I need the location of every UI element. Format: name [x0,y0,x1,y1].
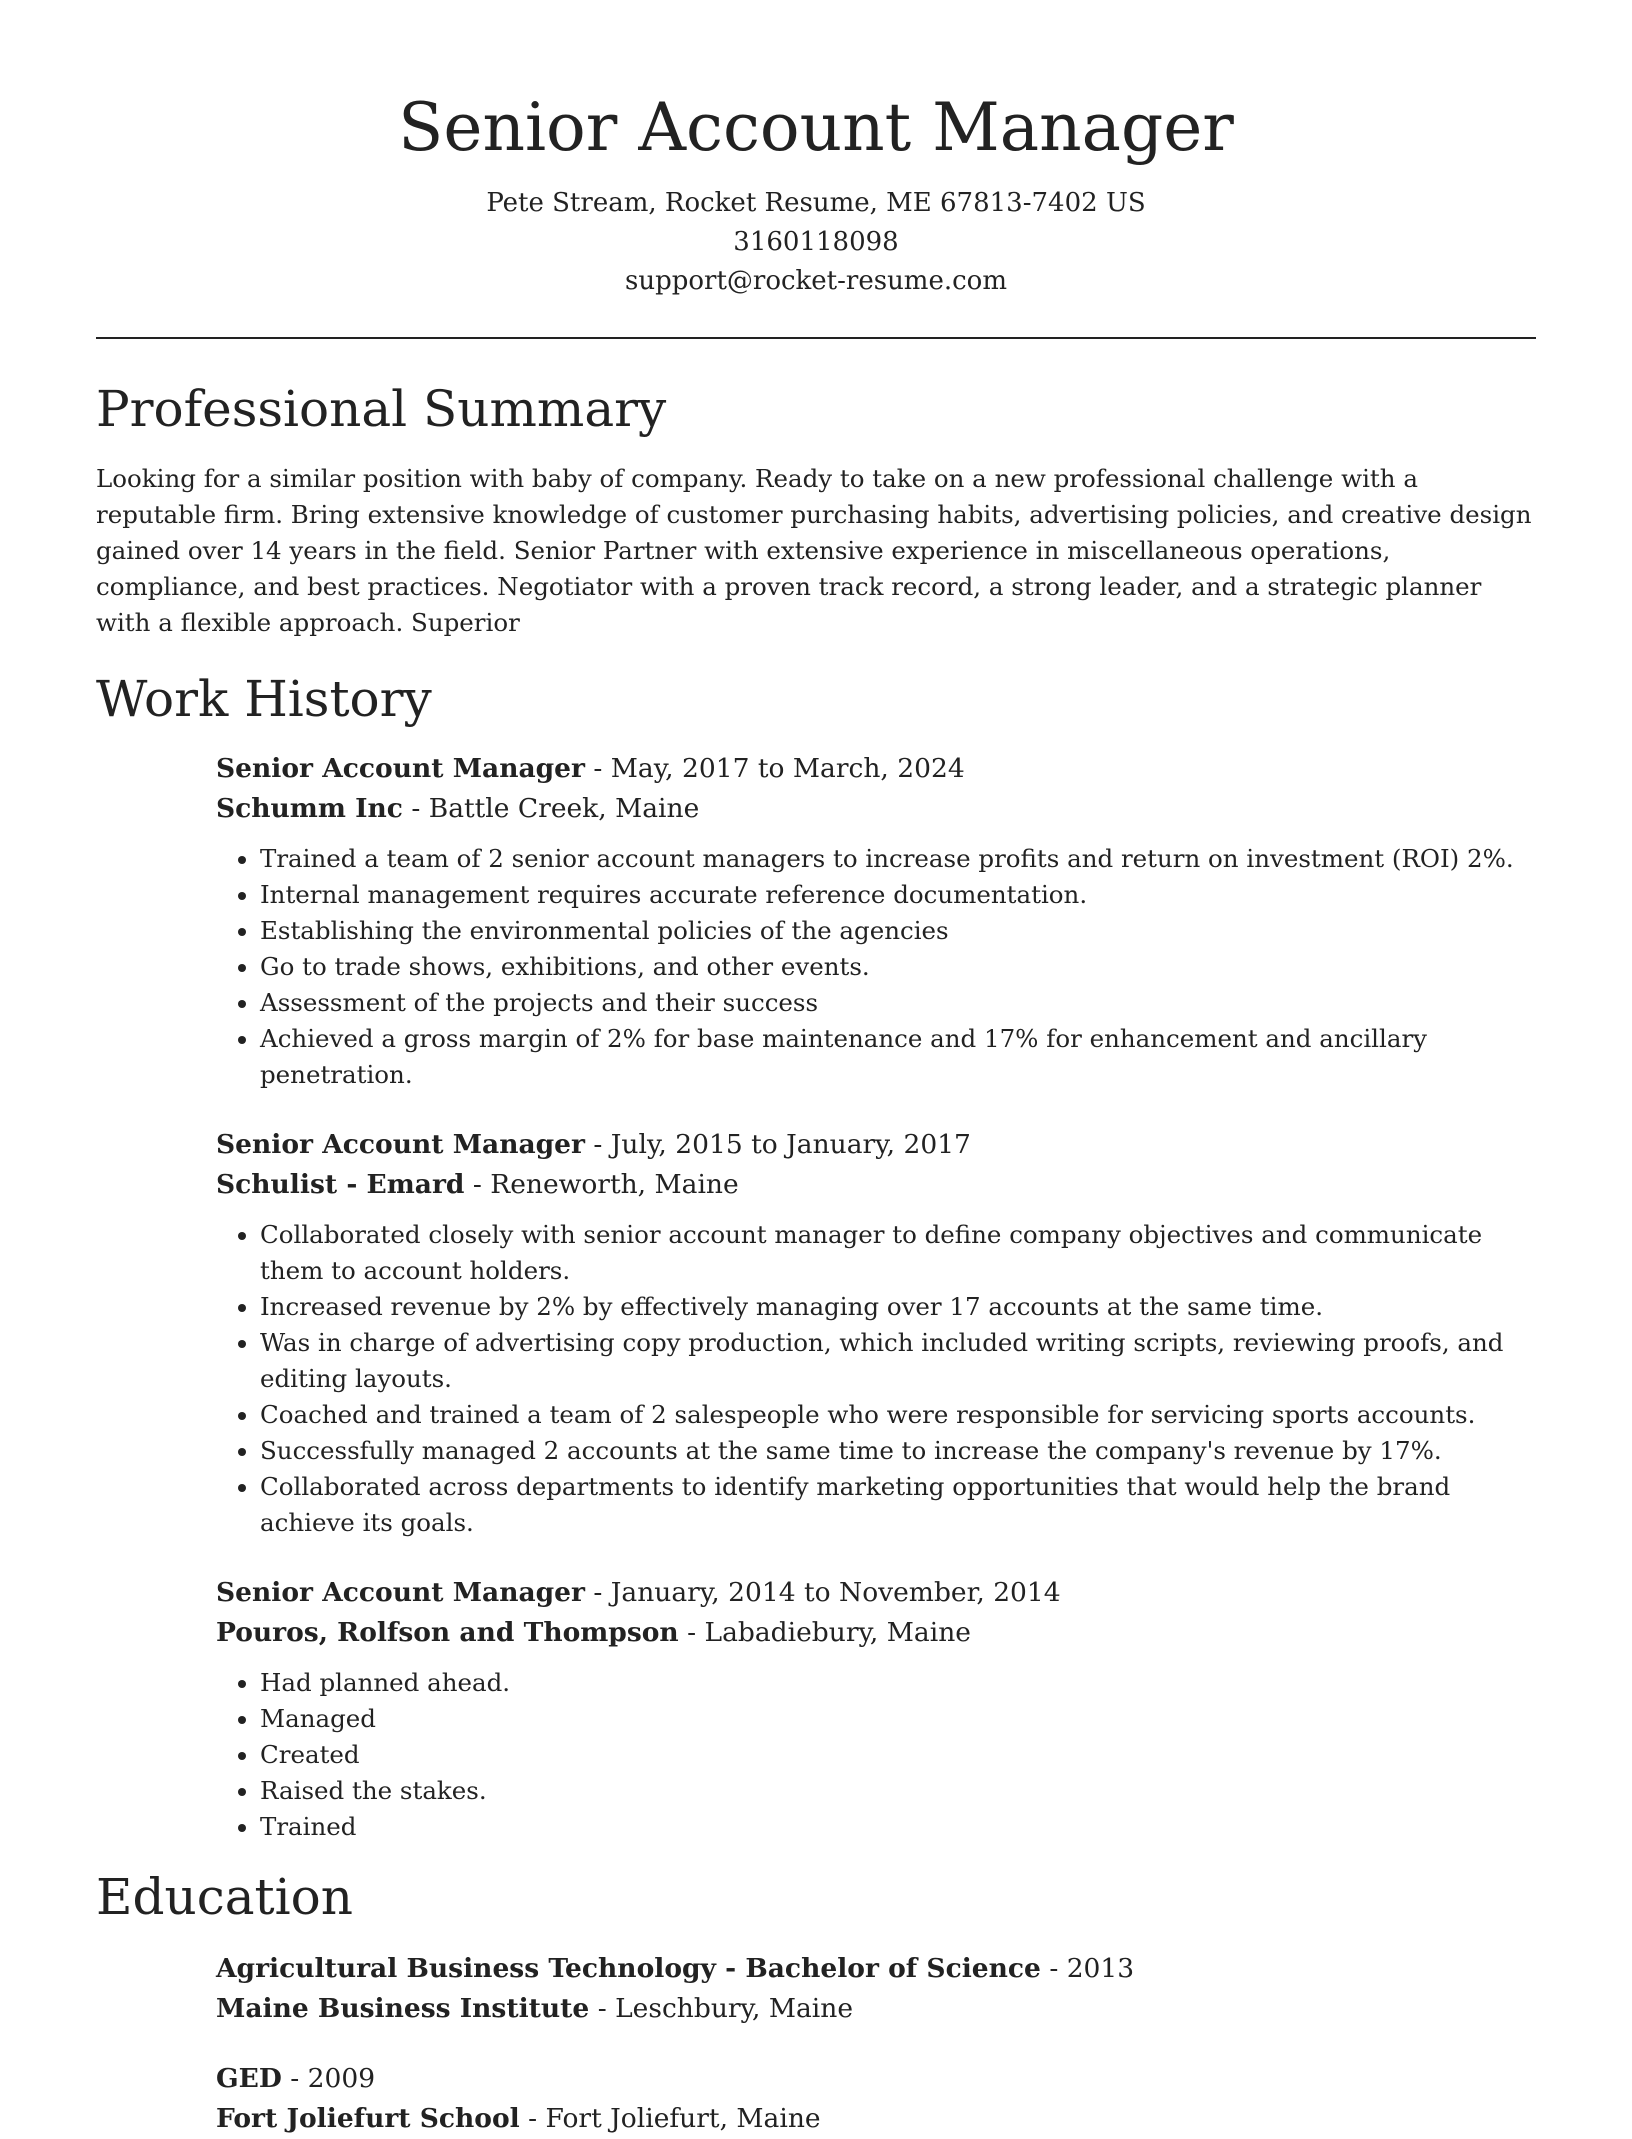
job-company-line [216,1165,1536,1205]
job-entry [216,1125,1536,1541]
job-location: - Battle Creek, Maine [402,793,700,824]
education-location: - Fort Joliefurt, Maine [519,2103,821,2134]
job-bullet: • Assessment of the projects and their success [260,985,1536,1021]
job-location: - Labadiebury, Maine [678,1617,971,1648]
education-school-line [216,1989,1536,2029]
job-bullet: • Successfully managed 2 accounts at the same time to increase the company's revenue by 17%. [260,1433,1536,1469]
job-bullet: • Managed [260,1701,1536,1737]
job-dates: - July, 2015 to January, 2017 [585,1129,971,1160]
job-role: Senior Account Manager [216,1577,585,1608]
job-role: Senior Account Manager [216,753,585,784]
resume-header [96,0,1536,301]
education-list [216,1949,1536,2139]
job-title-line [216,1125,1536,1165]
job-dates: - May, 2017 to March, 2024 [585,753,965,784]
job-bullets [216,841,1536,1093]
education-program: Agricultural Business Technology - Bachelor of Science [216,1953,1041,1984]
job-company: Pouros, Rolfson and Thompson [216,1617,679,1648]
job-title-line [216,1573,1536,1613]
summary-text: Looking for a similar position with baby of company. Ready to take on a new professional challenge with a reputable firm. Bring extensive knowledge of customer purchasing habits, advertising policies, and creative design gained over 14 years in the field. Senior Partner with extensive experience in miscellaneous operations, compliance, and best practices. Negotiator with a proven track record, a strong leader, and a strategic planner with a flexible approach. Superior [96,464,1532,637]
education-school-line [216,2099,1536,2139]
job-title-line [216,749,1536,789]
job-bullet: • Trained a team of 2 senior account managers to increase profits and return on investment (ROI) 2%. [260,841,1536,877]
education-year: - 2009 [281,2063,376,2094]
job-bullet: • Go to trade shows, exhibitions, and other events. [260,949,1536,985]
contact-phone: 3160118098 [733,227,899,257]
job-location: - Reneworth, Maine [464,1169,739,1200]
job-bullet: • Created [260,1737,1536,1773]
header-divider [96,337,1536,339]
education-location: - Leschbury, Maine [589,1993,854,2024]
job-company-line [216,1613,1536,1653]
job-company-line [216,789,1536,829]
contact-address: Pete Stream, Rocket Resume, ME 67813-7402 US [486,188,1146,218]
job-bullets [216,1665,1536,1845]
job-bullet: • Raised the stakes. [260,1773,1536,1809]
section-title-summary: Professional Summary [96,380,667,438]
job-bullet: • Establishing the environmental policies of the agencies [260,913,1536,949]
resume-title: Senior Account Manager [398,89,1234,166]
job-entry [216,749,1536,1093]
job-bullet: • Internal management requires accurate reference documentation. [260,877,1536,913]
job-bullet: • Achieved a gross margin of 2% for base maintenance and 17% for enhancement and ancillary penetration. [260,1021,1536,1093]
job-entry [216,1573,1536,1845]
section-title-work-history: Work History [96,670,432,728]
job-bullet: • Trained [260,1809,1536,1845]
education-entry [216,1949,1536,2029]
job-bullets [216,1217,1536,1541]
contact-email: support@rocket-resume.com [624,266,1007,296]
education-program-line [216,1949,1536,1989]
contact-block [96,184,1536,301]
education-entry [216,2059,1536,2139]
job-bullet: • Increased revenue by 2% by effectively managing over 17 accounts at the same time. [260,1289,1536,1325]
job-bullet: • Collaborated closely with senior account manager to define company objectives and communicate them to account holders. [260,1217,1536,1289]
job-bullet: • Had planned ahead. [260,1665,1536,1701]
section-title-education: Education [96,1868,353,1926]
education-year: - 2013 [1040,1953,1135,1984]
job-bullet: • Coached and trained a team of 2 salespeople who were responsible for servicing sports accounts. [260,1397,1536,1433]
education-program-line [216,2059,1536,2099]
work-history-list [216,749,1536,1845]
education-school: Fort Joliefurt School [216,2103,520,2134]
job-bullet: • Collaborated across departments to identify marketing opportunities that would help the brand achieve its goals. [260,1469,1536,1541]
job-bullet: • Was in charge of advertising copy production, which included writing scripts, reviewing proofs, and editing layouts. [260,1325,1536,1397]
education-program: GED [216,2063,282,2094]
education-school: Maine Business Institute [216,1993,590,2024]
job-dates: - January, 2014 to November, 2014 [585,1577,1061,1608]
job-role: Senior Account Manager [216,1129,585,1160]
job-company: Schumm Inc [216,793,403,824]
job-company: Schulist - Emard [216,1169,465,1200]
